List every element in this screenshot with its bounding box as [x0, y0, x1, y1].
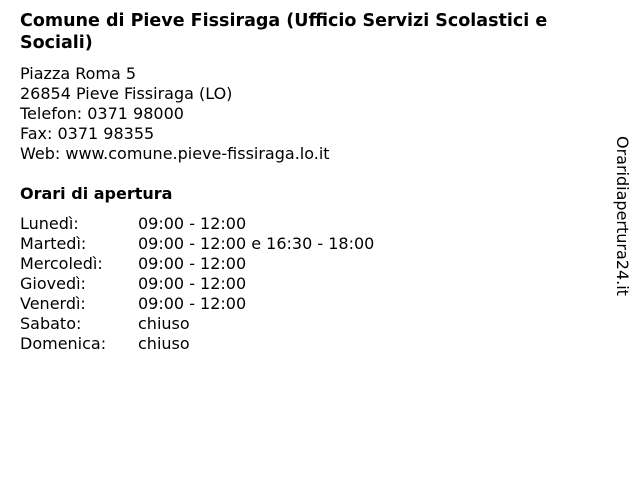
website: Web: www.comune.pieve-fissiraga.lo.it	[20, 144, 330, 163]
street-address: Piazza Roma 5	[20, 64, 137, 83]
day-label: Martedì:	[20, 234, 87, 253]
day-hours: 09:00 - 12:00	[138, 214, 247, 233]
day-hours: 09:00 - 12:00	[138, 294, 247, 313]
hours-row-thursday	[20, 274, 374, 294]
day-label: Mercoledì:	[20, 254, 103, 273]
day-hours: chiuso	[138, 314, 190, 333]
day-hours: 09:00 - 12:00	[138, 274, 247, 293]
day-label: Domenica:	[20, 334, 107, 353]
hours-row-monday	[20, 214, 374, 234]
contact-block	[20, 64, 330, 164]
hours-row-sunday	[20, 334, 374, 354]
opening-hours-table	[20, 214, 374, 354]
city-address: 26854 Pieve Fissiraga (LO)	[20, 84, 233, 103]
hours-row-saturday	[20, 314, 374, 334]
day-hours: 09:00 - 12:00	[138, 254, 247, 273]
fax-number: Fax: 0371 98355	[20, 124, 155, 143]
site-watermark: Oraridiapertura24.it	[613, 136, 632, 296]
hours-row-friday	[20, 294, 374, 314]
hours-row-wednesday	[20, 254, 374, 274]
hours-heading: Orari di apertura	[20, 184, 173, 203]
day-label: Lunedì:	[20, 214, 79, 233]
day-hours: chiuso	[138, 334, 190, 353]
hours-row-tuesday	[20, 234, 374, 254]
day-label: Giovedì:	[20, 274, 86, 293]
day-label: Sabato:	[20, 314, 82, 333]
phone-number: Telefon: 0371 98000	[20, 104, 184, 123]
page-title: Comune di Pieve Fissiraga (Ufficio Servizi Scolastici e Sociali)	[20, 11, 548, 53]
day-label: Venerdì:	[20, 294, 86, 313]
day-hours: 09:00 - 12:00 e 16:30 - 18:00	[138, 234, 375, 253]
